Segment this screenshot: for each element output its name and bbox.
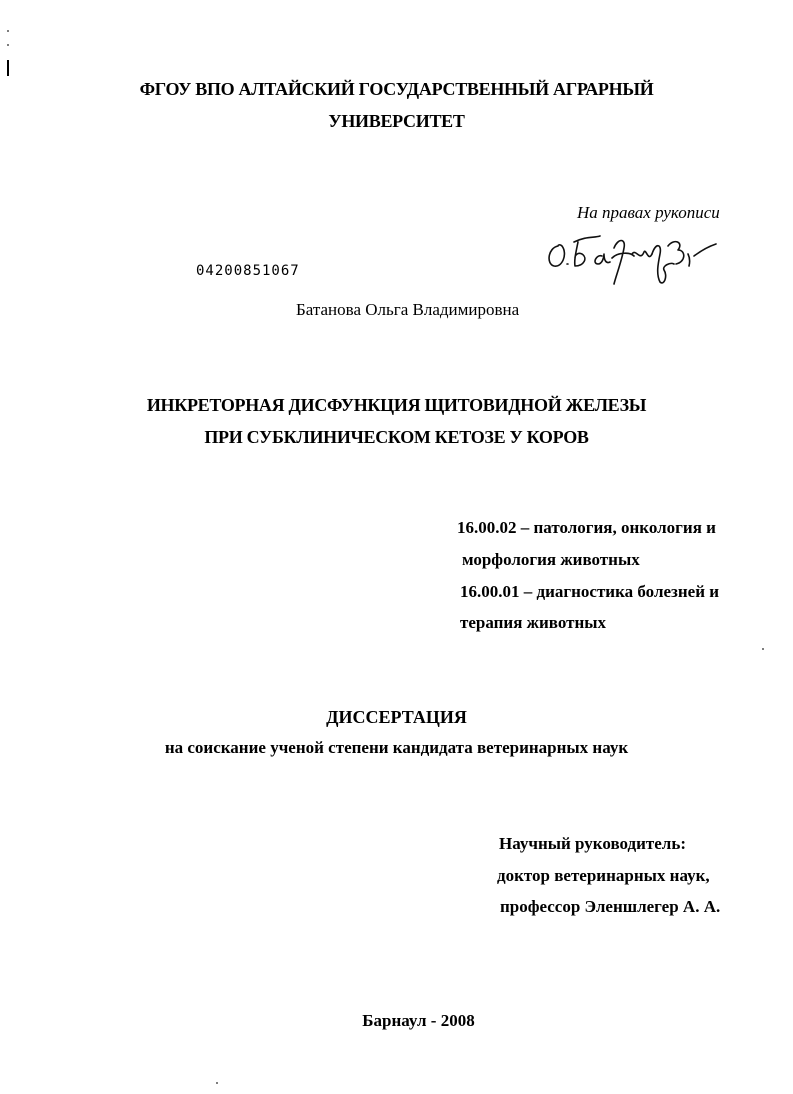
specialty-1-line1: 16.00.02 – патология, онкология и	[457, 518, 716, 537]
supervisor-degree: доктор ветеринарных наук,	[497, 866, 710, 885]
specialty-2-line2: терапия животных	[460, 613, 607, 632]
organization-name-line1: ФГОУ ВПО АЛТАЙСКИЙ ГОСУДАРСТВЕННЫЙ АГРАРНЫЙ	[139, 79, 654, 99]
handwritten-signature-icon	[544, 228, 719, 290]
dissertation-title-line1: ИНКРЕТОРНАЯ ДИСФУНКЦИЯ ЩИТОВИДНОЙ ЖЕЛЕЗЫ	[146, 395, 647, 415]
document-type: ДИССЕРТАЦИЯ	[326, 707, 467, 727]
specialty-1-line2: морфология животных	[462, 550, 640, 569]
organization-name-line2: УНИВЕРСИТЕТ	[328, 111, 465, 131]
supervisor-label: Научный руководитель:	[499, 834, 686, 853]
scan-dot	[7, 30, 9, 32]
specialty-2-line1: 16.00.01 – диагностика болезней и	[460, 582, 720, 601]
scan-dot	[216, 1082, 218, 1084]
catalog-number: 04200851067	[196, 263, 300, 279]
manuscript-rights-note: На правах рукописи	[577, 203, 720, 222]
scan-dot	[762, 648, 764, 650]
dissertation-title-line2: ПРИ СУБКЛИНИЧЕСКОМ КЕТОЗЕ У КОРОВ	[204, 427, 589, 447]
city-year: Барнаул - 2008	[362, 1011, 475, 1030]
supervisor-name: профессор Эленшлегер А. А.	[500, 897, 721, 916]
degree-statement: на соискание ученой степени кандидата ветеринарных наук	[164, 738, 629, 757]
author-name: Батанова Ольга Владимировна	[296, 300, 520, 319]
scan-dot	[7, 44, 9, 46]
scan-mark	[7, 60, 9, 76]
